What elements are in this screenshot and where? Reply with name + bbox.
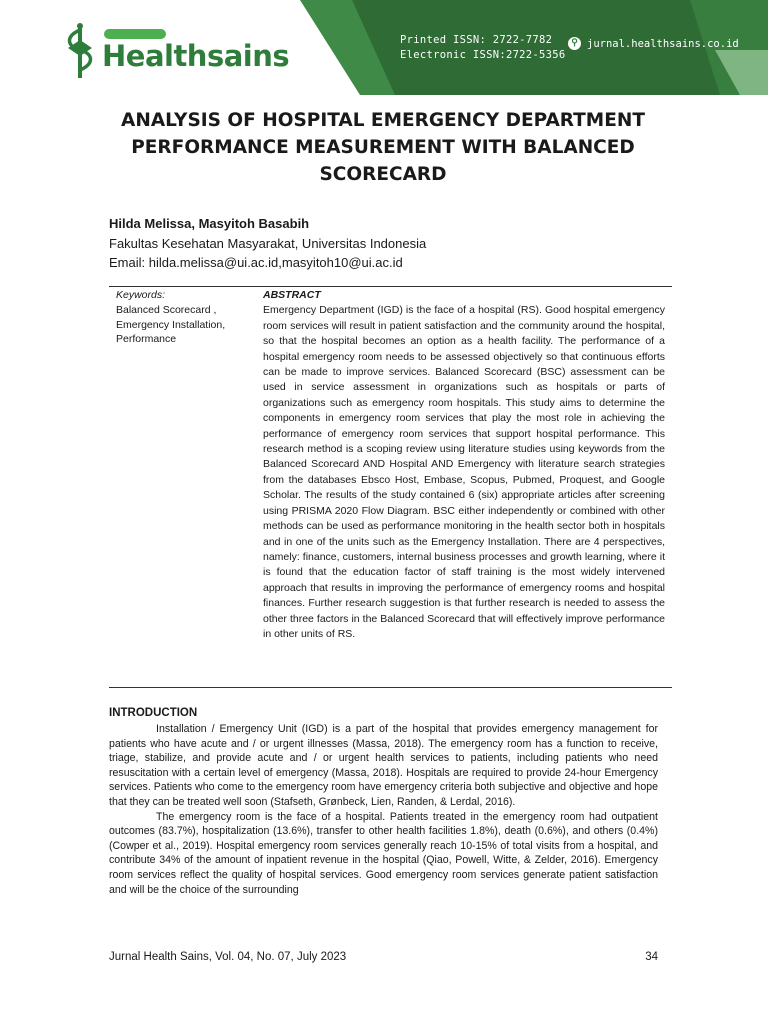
journal-header	[0, 0, 768, 95]
abstract-text: Emergency Department (IGD) is the face of a hospital (RS). Good hospital emergency room services will result in patient satisfaction and the community around the hospital, so that the hospital becomes an option as a health facility. The performance of a hospital emergency room needs to be assessed objectively so that continuous efforts can be made to improve services. Balanced Scorecard (BSC) assessment can be used in service assessment in organizations such as hospitals or parts of organizations such as emergency room hospitals. This study aims to determine the components in emergency room services that play the most role in achieving the performance of emergency room services that support hospital performance. This research method is a scoping review using literature studies using keywords from the Balanced Scorecard AND Hospital AND Emergency with literature search strategies from the databases Ebsco Host, Embase, Scopus, Pubmed, Proquest, and Google Scholar. The results of the study contained 6 (six) appropriate articles after screening using PRISMA 2020 Flow Diagram. BSC either independently or combined with other methods can be used as performance monitoring in the health sector both in hospitals and in one of the units such as the Emergency Installation. There are 4 perspectives, namely: finance, customers, internal business processes and growth learning, where it is found that the education factor of staff training is the most widely intervened approach that results in improving the performance of emergency rooms and hospital finances. Further research suggestion is that further research is needed to assess the other three factors in the Balanced Scorecard that will effectively improve performance in other units of RS.	[263, 304, 665, 640]
abstract-heading: ABSTRACT	[263, 289, 321, 301]
journal-website[interactable]	[568, 37, 739, 50]
table-bottom-rule	[109, 687, 672, 688]
page-footer	[109, 951, 658, 963]
keywords-heading: Keywords:	[116, 289, 166, 301]
intro-paragraph: Installation / Emergency Unit (IGD) is a part of the hospital that provides emergency management for patients who have acute and / or urgent illnesses (Massa, 2018). The emergency room has a function to receive, triage, stabilize, and provide acute and / or urgent health services to patients, including patients who need resuscitation with a certain level of emergency (Massa, 2018). Hospitals are required to provide 24-hour Emergency services. Patients who come to the emergency room have emergency criteria both subjective and objective and hope that they can be treated well soon (Stafseth, Grønbeck, Lien, Randen, & Lerdal, 2016).	[109, 723, 658, 808]
printed-issn: Printed ISSN: 2722-7782	[400, 34, 553, 46]
keyword-item: Performance	[116, 333, 177, 346]
author-names: Hilda Melissa, Masyitoh Basabih	[109, 216, 310, 231]
brand-name: Healthsains	[102, 39, 290, 73]
keywords-column	[116, 288, 256, 347]
affiliation: Fakultas Kesehatan Masyarakat, Universitas Indonesia	[109, 235, 427, 251]
introduction-heading: INTRODUCTION	[109, 707, 198, 719]
electronic-issn: Electronic ISSN:2722-5356	[400, 49, 566, 61]
author-block	[109, 214, 426, 273]
keyword-item: Balanced Scorecard ,	[116, 303, 217, 316]
issn-block	[400, 33, 566, 63]
page-number: 34	[645, 951, 658, 963]
abstract-column	[263, 288, 665, 642]
globe-icon: ⚲	[568, 37, 581, 50]
article-title: ANALYSIS OF HOSPITAL EMERGENCY DEPARTMENT PERFORMANCE MEASUREMENT WITH BALANCED SCORECARD	[121, 110, 645, 185]
journal-citation: Jurnal Health Sains, Vol. 04, No. 07, July 2023	[109, 951, 347, 963]
table-top-rule	[109, 286, 672, 287]
intro-paragraph: The emergency room is the face of a hospital. Patients treated in the emergency room had outpatient outcomes (83.7%), hospitalization (13.6%), transfer to other health facilities 1.8%), death (0.6%), and others (0.4%) (Cowper et al., 2019). Hospital emergency room services generally reach 10-15% of total visits from a hospital, and contribute 34% of the amount of inpatient revenue in the hospital (Qiao, Powell, Witte, & Zelder, 2016). Emergency room services reflect the quality of hospital services. Good emergency room services generate patient satisfaction and will be the choice of the surrounding	[109, 810, 658, 896]
caduceus-icon	[62, 22, 98, 80]
author-email[interactable]: Email: hilda.melissa@ui.ac.id,masyitoh10@ui.ac.id	[109, 255, 403, 270]
healthsains-logo	[62, 22, 290, 82]
logo-accent-bar	[104, 29, 166, 39]
introduction-body	[109, 722, 658, 897]
website-url[interactable]: jurnal.healthsains.co.id	[587, 37, 739, 50]
keyword-item: Emergency Installation,	[116, 318, 226, 331]
